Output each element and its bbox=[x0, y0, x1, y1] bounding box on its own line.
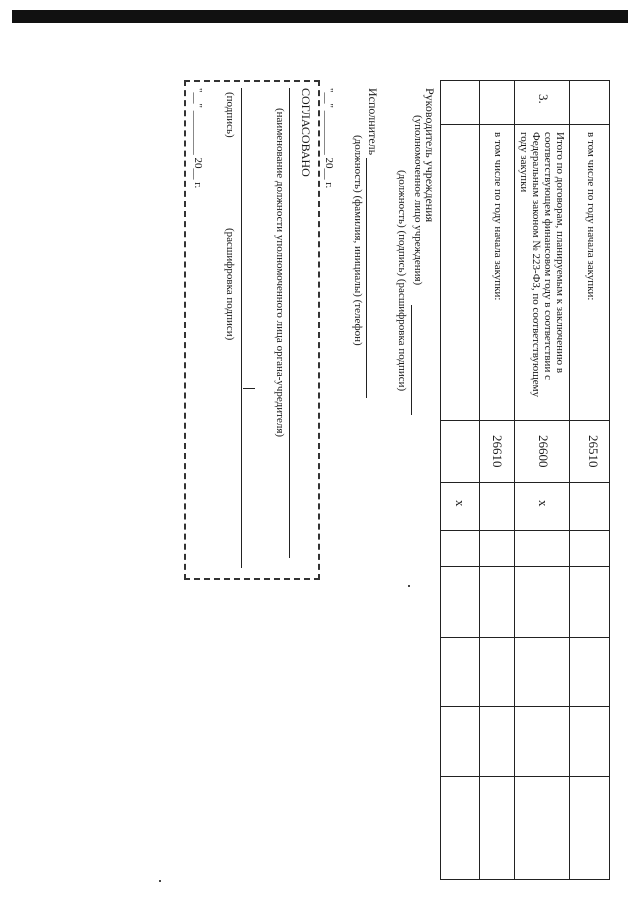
executor-label: Исполнитель bbox=[366, 88, 380, 156]
approval-date-line: "__" ________ 20__ г. bbox=[192, 88, 204, 189]
executor-line bbox=[366, 158, 367, 398]
sign-divider bbox=[243, 388, 255, 389]
row-code: 26510 bbox=[586, 435, 601, 468]
head-title: Руководитель учреждения bbox=[423, 88, 437, 223]
cell-value: х bbox=[453, 500, 468, 507]
scan-speck bbox=[159, 880, 161, 882]
head-signature-line bbox=[411, 305, 412, 415]
executor-caption: (должность) (фамилия, инициалы) (телефон) bbox=[352, 135, 364, 346]
approval-title: СОГЛАСОВАНО bbox=[299, 88, 313, 177]
sign-caption: (подпись) bbox=[224, 92, 236, 138]
row-label: в том числе по году начала закупки: bbox=[585, 132, 597, 301]
row-code: 26610 bbox=[490, 435, 505, 468]
decode-caption: (расшифровка подписи) bbox=[224, 228, 236, 341]
head-caption: (должность) (подпись) (расшифровка подписи) bbox=[396, 170, 408, 392]
row-label: Итого по договорам, планируемым к заключению в соответствующем финансовом году в соответствии с Федеральным законом № 223-ФЗ, по соответствующему году закупки bbox=[518, 132, 566, 398]
position-line bbox=[289, 88, 290, 558]
position-caption: (наименование должности уполномоченного лица органа-учредителя) bbox=[274, 108, 286, 438]
scan-speck bbox=[408, 585, 410, 587]
top-black-bar bbox=[12, 10, 628, 23]
row-number: 3. bbox=[536, 94, 551, 104]
cell-value: х bbox=[536, 500, 551, 507]
rotated-document bbox=[10, 80, 610, 880]
data-table bbox=[440, 80, 610, 880]
row-label: в том числе по году начала закупки: bbox=[492, 132, 504, 301]
row-code: 26600 bbox=[536, 435, 551, 468]
date-line: "__" ________ 20__ г. bbox=[323, 88, 335, 189]
sign-line bbox=[241, 88, 242, 568]
head-subtitle: (уполномоченное лицо учреждения) bbox=[412, 115, 424, 286]
